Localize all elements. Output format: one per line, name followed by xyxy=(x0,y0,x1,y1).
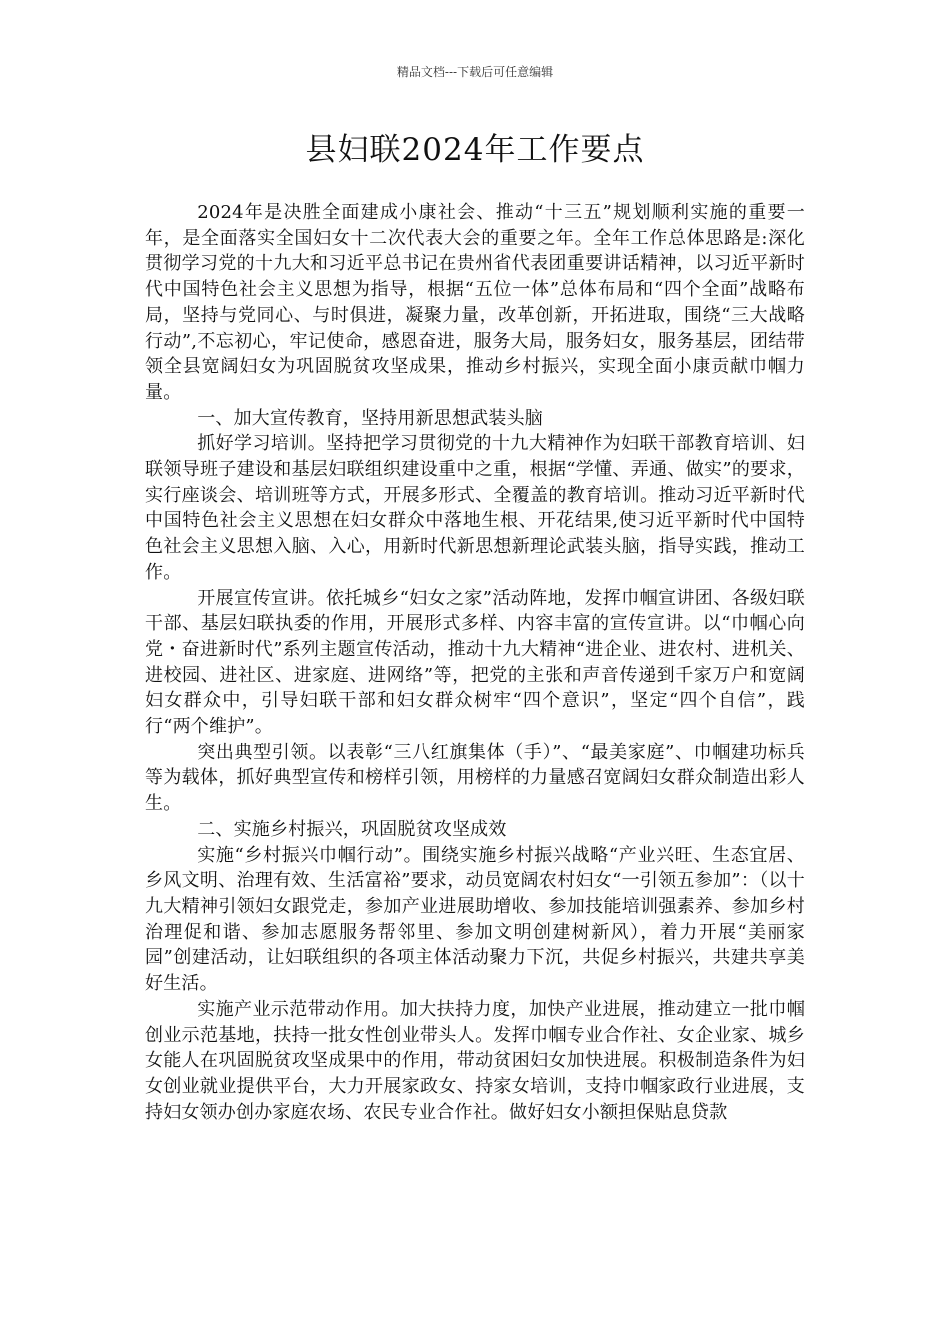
section-heading-1: 一、加大宣传教育，坚持用新思想武装头脑 xyxy=(197,407,543,429)
paragraph-role-models: 突出典型引领。以表彰“三八红旗集体（手）”、“最美家庭”、巾帼建功标兵等为载体，抓好典型宣传和榜样引领，用榜样的力量感召宽阔妇女群众制造出彩人生。 xyxy=(145,741,805,815)
document-body xyxy=(145,200,805,1125)
section-heading-2: 二、实施乡村振兴，巩固脱贫攻坚成效 xyxy=(197,818,507,840)
page-header: 精品文档---下载后可任意编辑 xyxy=(396,65,554,79)
document-title: 县妇联2024年工作要点 xyxy=(305,132,645,168)
paragraph-publicity: 开展宣传宣讲。依托城乡“妇女之家”活动阵地，发挥巾帼宣讲团、各级妇联干部、基层妇联执委的作用，开展形式多样、内容丰富的宣传宣讲。以“巾帼心向党・奋进新时代”系列主题宣传活动，推动十九大精神“进企业、进农村、进机关、进校园、进社区、进家庭、进网络”等，把党的主张和声音传递到千家万户和宽阔妇女群众中，引导妇联干部和妇女群众树牢“四个意识”，坚定“四个自信”，践行“两个维护”。 xyxy=(145,587,805,738)
intro-paragraph: 2024年是决胜全面建成小康社会、推动“十三五”规划顺利实施的重要一年，是全面落实全国妇女十二次代表大会的重要之年。全年工作总体思路是:深化贯彻学习党的十九大和习近平总书记在贵州省代表团重要讲话精神，以习近平新时代中国特色社会主义思想为指导，根据“五位一体”总体布局和“四个全面”战略布局，坚持与党同心、与时俱进，凝聚力量，改革创新，开拓进取，围绕“三大战略行动”,不忘初心，牢记使命，感恩奋进，服务大局，服务妇女，服务基层，团结带领全县宽阔妇女为巩固脱贫攻坚成果，推动乡村振兴，实现全面小康贡献巾帼力量。 xyxy=(145,202,805,403)
paragraph-rural-revitalization: 实施“乡村振兴巾帼行动”。围绕实施乡村振兴战略“产业兴旺、生态宜居、乡风文明、治理有效、生活富裕”要求，动员宽阔农村妇女“一引领五参加”：（以十九大精神引领妇女跟党走，参加产业进展助增收、参加技能培训强素养、参加乡村治理促和谐、参加志愿服务帮邻里、参加文明创建树新风），着力开展“美丽家园”创建活动，让妇联组织的各项主体活动聚力下沉，共促乡村振兴，共建共享美好生活。 xyxy=(145,844,805,995)
paragraph-industry-demo: 实施产业示范带动作用。加大扶持力度，加快产业进展，推动建立一批巾帼创业示范基地，扶持一批女性创业带头人。发挥巾帼专业合作社、女企业家、城乡女能人在巩固脱贫攻坚成果中的作用，带动贫困妇女加快进展。积极制造条件为妇女创业就业提供平台，大力开展家政女、持家女培训，支持巾帼家政行业进展，支持妇女领办创办家庭农场、农民专业合作社。做好妇女小额担保贴息贷款 xyxy=(145,998,805,1123)
paragraph-study-training: 抓好学习培训。坚持把学习贯彻党的十九大精神作为妇联干部教育培训、妇联领导班子建设和基层妇联组织建设重中之重，根据“学懂、弄通、做实”的要求，实行座谈会、培训班等方式，开展多形式、全覆盖的教育培训。推动习近平新时代中国特色社会主义思想在妇女群众中落地生根、开花结果,使习近平新时代中国特色社会主义思想入脑、入心，用新时代新思想新理论武装头脑，指导实践，推动工作。 xyxy=(145,433,805,583)
